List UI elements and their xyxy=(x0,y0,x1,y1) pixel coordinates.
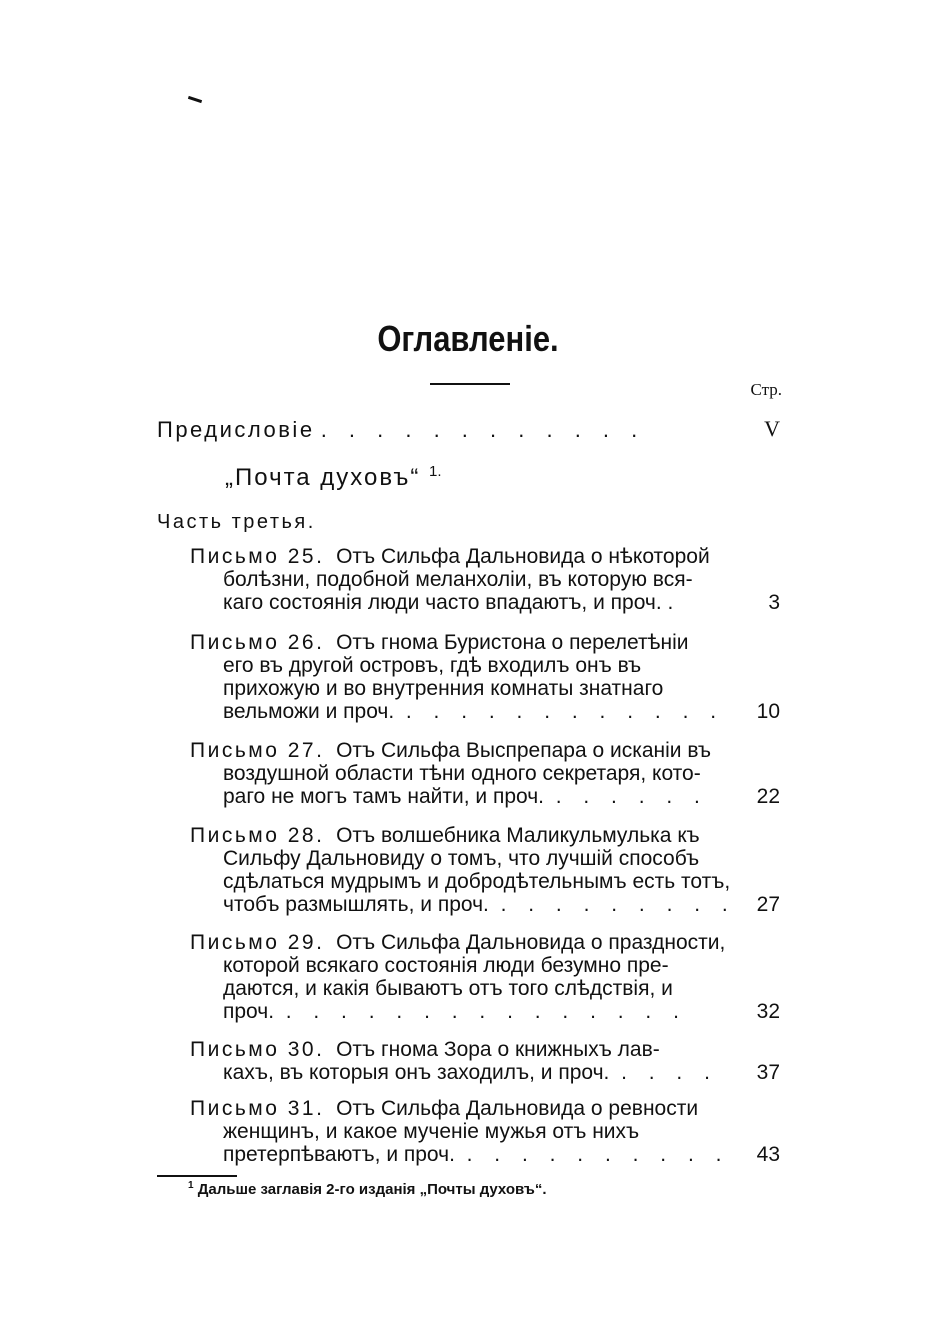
entry-text: Отъ гнома Буристона о перелетѣніи xyxy=(336,631,689,654)
entry-text: Отъ Сильфа Выспрепара о исканіи въ xyxy=(336,739,711,762)
footnote-mark: 1 xyxy=(188,1180,194,1191)
toc-entry-letter-30 xyxy=(190,1038,780,1084)
entry-page-number: 10 xyxy=(756,700,780,723)
entry-dots: . . . . . . . . . . . . xyxy=(405,700,725,723)
entry-page-number: 27 xyxy=(756,893,780,916)
page-title: Оглавленіе. xyxy=(377,318,559,359)
entry-text: чтобъ размышлять, и проч. xyxy=(223,893,489,916)
entry-line xyxy=(190,739,780,762)
entry-text: Отъ волшебника Маликульмулька къ xyxy=(336,824,700,847)
footnote-rule xyxy=(157,1175,237,1177)
entry-text: вельможи и проч. xyxy=(223,700,395,723)
entry-label: Письмо 27. xyxy=(190,739,325,762)
entry-line: даются, и какія бываютъ отъ того слѣдствія, и xyxy=(223,977,673,1000)
entry-label: Письмо 25. xyxy=(190,545,325,568)
entry-line xyxy=(190,631,780,654)
entry-label: Письмо 26. xyxy=(190,631,325,654)
entry-line xyxy=(190,1061,780,1084)
entry-text: Отъ Сильфа Дальновида о нѣкоторой xyxy=(336,545,710,568)
entry-text: кахъ, въ которыя онъ заходилъ, и проч. xyxy=(223,1061,610,1084)
entry-line: воздушной области тѣни одного секретаря, кото- xyxy=(223,762,701,785)
part-heading: Часть третья. xyxy=(157,511,316,533)
toc-entry-letter-29 xyxy=(190,931,780,1023)
entry-line: сдѣлаться мудрымъ и добродѣтельнымъ есть тотъ, xyxy=(223,870,731,893)
entry-line: женщинъ, и какое мученіе мужья отъ нихъ xyxy=(223,1120,640,1143)
entry-line xyxy=(190,700,780,723)
preface-page-number: V xyxy=(764,416,780,441)
entry-line xyxy=(190,1097,780,1120)
title-rule xyxy=(430,383,510,385)
entry-line: прихожую и во внутренния комнаты знатнаго xyxy=(223,677,664,700)
section-footnote-mark: 1. xyxy=(429,463,442,480)
entry-text: проч. xyxy=(223,1000,275,1023)
entry-page-number: 37 xyxy=(756,1061,780,1084)
entry-text: претерпѣваютъ, и проч. xyxy=(223,1143,455,1166)
entry-page-number: 32 xyxy=(756,1000,780,1023)
entry-dots: . . . . . . . . . xyxy=(500,893,736,916)
entry-line xyxy=(190,1143,780,1166)
print-speck xyxy=(188,96,202,103)
toc-entry-letter-27 xyxy=(190,739,780,808)
section-title xyxy=(225,463,442,492)
preface-dots: . . . . . . . . . . . . xyxy=(320,417,646,442)
entry-label: Письмо 31. xyxy=(190,1097,325,1120)
entry-text: Отъ Сильфа Дальновида о праздности, xyxy=(336,931,726,954)
entry-label: Письмо 28. xyxy=(190,824,325,847)
entry-label: Письмо 30. xyxy=(190,1038,325,1061)
footnote xyxy=(188,1180,547,1198)
entry-label: Письмо 29. xyxy=(190,931,325,954)
entry-line: его въ другой островъ, гдѣ входилъ онъ въ xyxy=(223,654,642,677)
toc-entry-letter-26 xyxy=(190,631,780,723)
entry-line xyxy=(190,1000,780,1023)
preface-label: Предисловіе xyxy=(157,417,315,442)
footnote-text: Дальше заглавія 2-го изданія „Почты духовъ“. xyxy=(197,1181,547,1198)
entry-line xyxy=(190,824,780,847)
toc-entry-letter-25 xyxy=(190,545,780,614)
entry-dots: . . . . . . xyxy=(555,785,708,808)
entry-page-number: 43 xyxy=(756,1143,780,1166)
entry-line: болѣзни, подобной меланхоліи, въ которую вся- xyxy=(223,568,693,591)
entry-page-number: 22 xyxy=(756,785,780,808)
entry-text: Отъ гнома Зора о книжныхъ лав- xyxy=(336,1038,660,1061)
page-column-header: Стр. xyxy=(750,380,782,399)
toc-entry-letter-31 xyxy=(190,1097,780,1166)
entry-line: которой всякаго состоянія люди безумно пре- xyxy=(223,954,669,977)
entry-dots: . . . . . . . . . . xyxy=(466,1143,730,1166)
entry-line: каго состоянія люди часто впадаютъ, и проч. . xyxy=(223,591,674,614)
entry-line xyxy=(190,1038,780,1061)
entry-line xyxy=(190,893,780,916)
entry-dots: . . . . . . . . . . . . . . . xyxy=(285,1000,687,1023)
entry-line: Сильфу Дальновиду о томъ, что лучшій способъ xyxy=(223,847,700,870)
preface-entry xyxy=(157,418,645,441)
entry-text: Отъ Сильфа Дальновида о ревности xyxy=(336,1097,699,1120)
entry-line xyxy=(190,785,780,808)
section-title-text: „Почта духовъ“ xyxy=(225,464,421,491)
toc-entry-letter-28 xyxy=(190,824,780,916)
entry-text: раго не могъ тамъ найти, и проч. xyxy=(223,785,545,808)
entry-line xyxy=(190,545,780,568)
entry-page-number: 3 xyxy=(768,591,780,614)
entry-dots: . . . . xyxy=(621,1061,718,1084)
entry-line xyxy=(190,931,780,954)
